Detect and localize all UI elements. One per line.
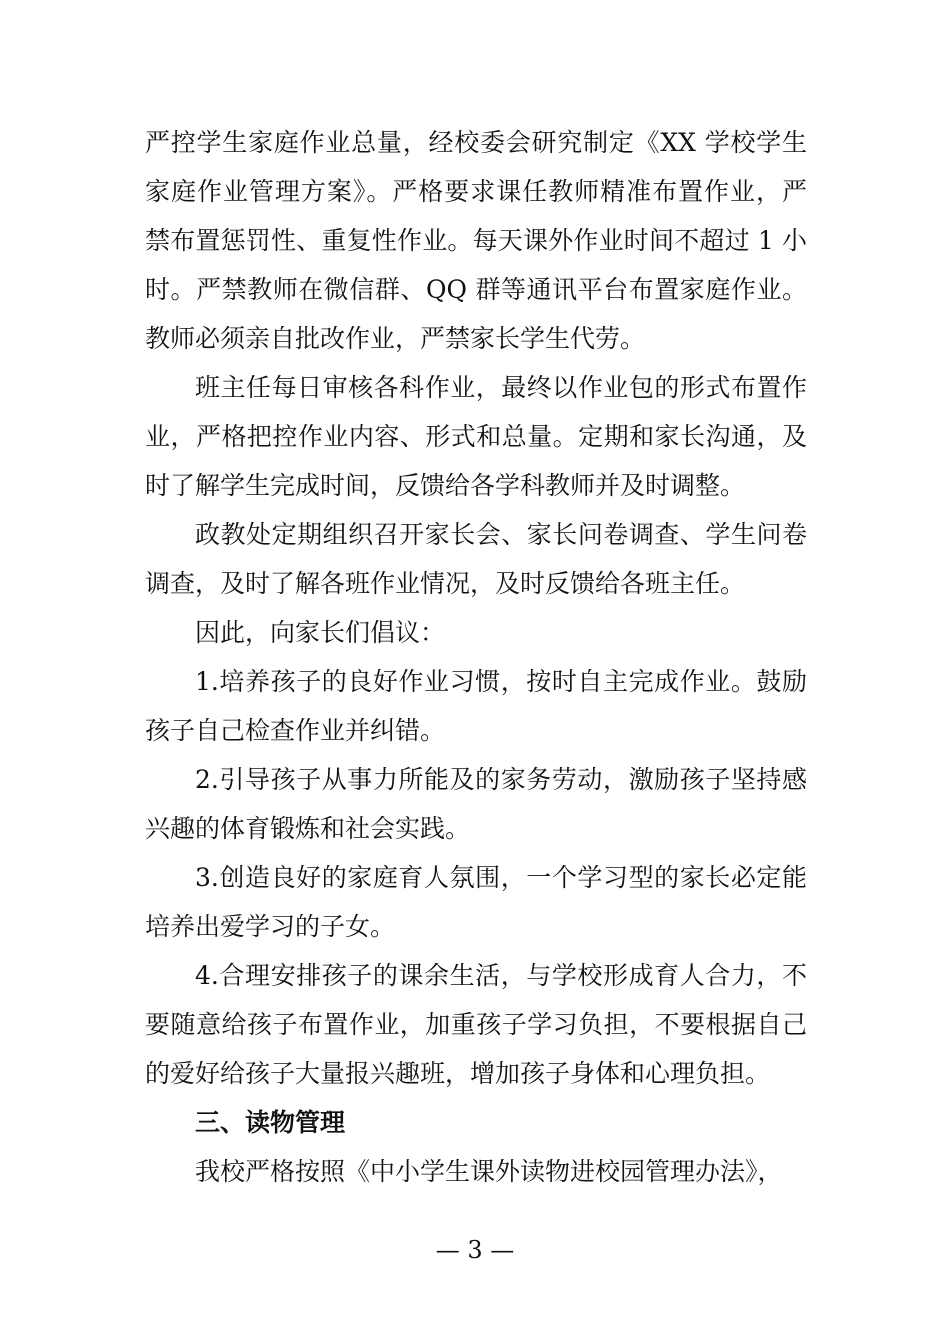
list-item-1: 1.培养孩子的良好作业习惯，按时自主完成作业。鼓励孩子自己检查作业并纠错。 [145,667,807,745]
paragraph-reading-management: 我校严格按照《中小学生课外读物进校园管理办法》， [195,1157,783,1186]
paragraph-homework-management: 严控学生家庭作业总量，经校委会研究制定《XX 学校学生家庭作业管理方案》。严格要求课任教师精准布置作业，严禁布置惩罚性、重复性作业。每天课外作业时间不超过 1 小时。严禁教师在微信群、QQ 群等通讯平台布置家庭作业。教师必须亲自批改作业，严禁家长学生代劳。 [145,128,807,353]
list-item-4: 4.合理安排孩子的课余生活，与学校形成育人合力，不要随意给孩子布置作业，加重孩子学习负担，不要根据自己的爱好给孩子大量报兴趣班，增加孩子身体和心理负担。 [145,961,807,1088]
page-number: — 3 — [435,1236,515,1264]
paragraph-proposal-intro: 因此，向家长们倡议： [195,618,446,647]
section-heading-reading-management: 三、读物管理 [195,1108,346,1137]
list-item-2: 2.引导孩子从事力所能及的家务劳动，激励孩子坚持感兴趣的体育锻炼和社会实践。 [145,765,807,843]
paragraph-political-office: 政教处定期组织召开家长会、家长问卷调查、学生问卷调查，及时了解各班作业情况，及时反馈给各班主任。 [145,520,807,598]
list-item-3: 3.创造良好的家庭育人氛围，一个学习型的家长必定能培养出爱学习的子女。 [145,863,807,941]
paragraph-class-teacher-review: 班主任每日审核各科作业，最终以作业包的形式布置作业，严格把控作业内容、形式和总量。定期和家长沟通，及时了解学生完成时间，反馈给各学科教师并及时调整。 [145,373,807,500]
document-body [145,118,807,1196]
